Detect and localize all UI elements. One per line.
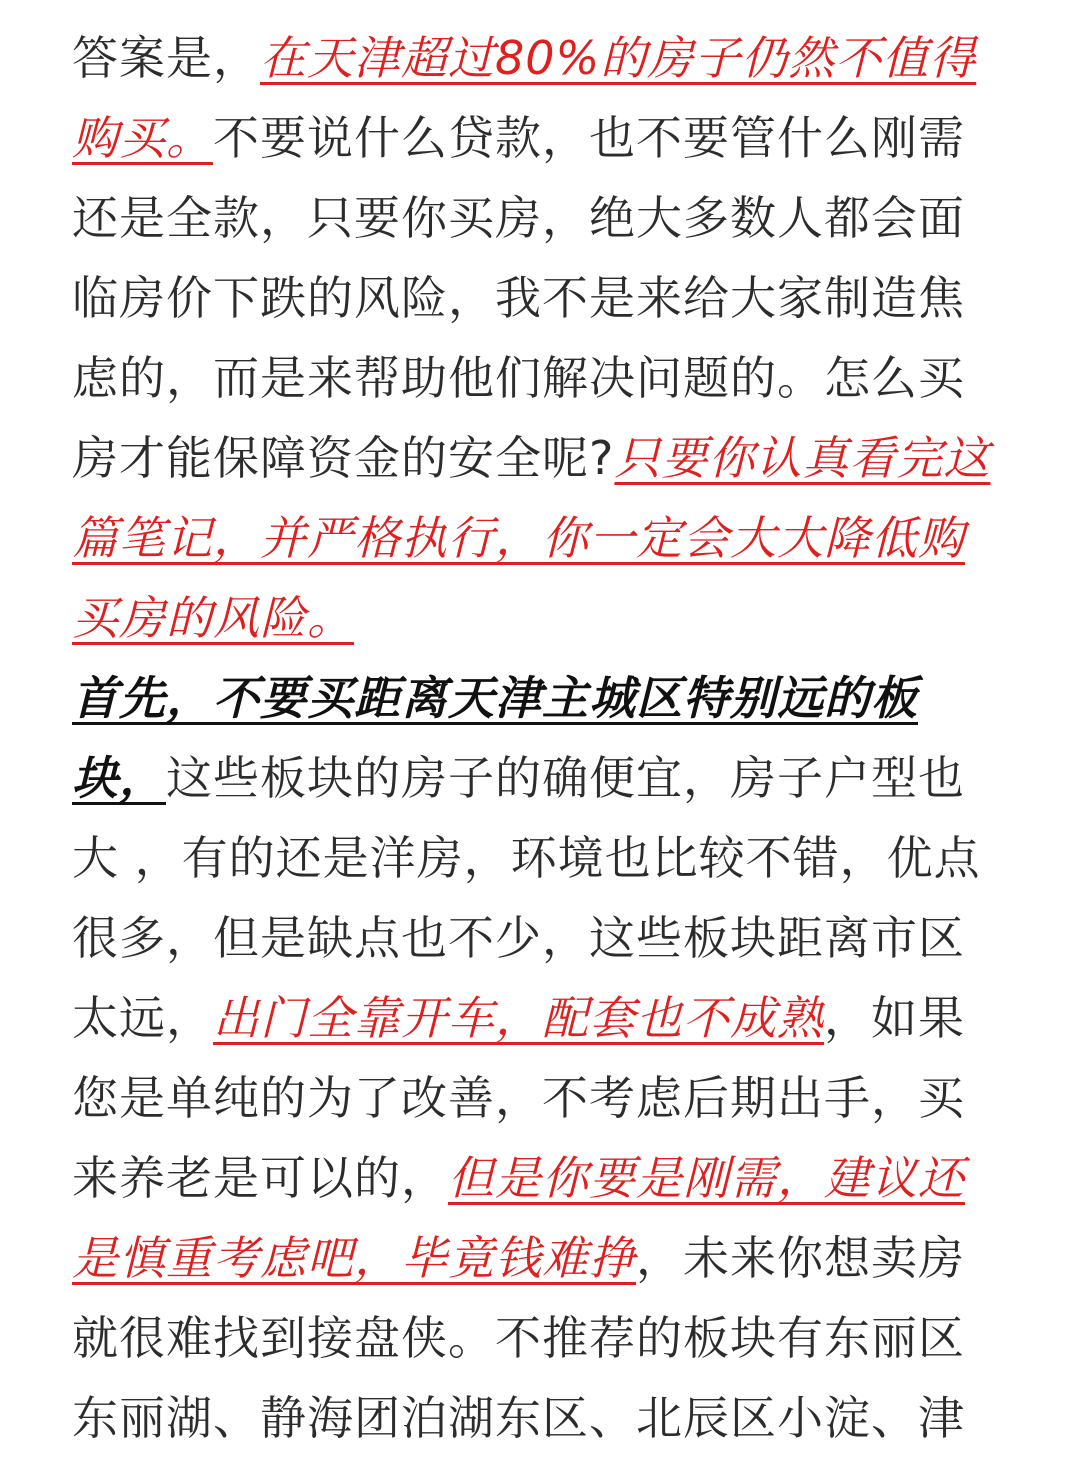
section-heading: 首先，不要买距离天津主城区特别远的板块， [72, 671, 918, 805]
highlighted-text: 但是你要是刚需，建议还是慎重考虑吧，毕竟钱难挣 [72, 1151, 965, 1285]
paragraph-first-point [72, 658, 1002, 1458]
text-segment: 答案是， [72, 31, 260, 85]
highlighted-text: 在天津超过80%的房子仍然不值得购买。 [72, 31, 977, 165]
highlighted-text: 出门全靠开车，配套也不成熟 [213, 991, 824, 1045]
text-segment: ，未来你想卖房就很难找到接盘侠。不推荐的板块有东丽区东丽湖、静海团泊湖东区、北辰区小淀、津 [72, 1231, 965, 1445]
paragraph-intro [72, 18, 1002, 658]
text-segment: ，如果您是单纯的为了改善，不考虑后期出手，买来养老是可以的， [72, 991, 965, 1205]
text-segment: 不要说什么贷款，也不要管什么刚需还是全款，只要你买房，绝大多数人都会面临房价下跌的风险，我不是来给大家制造焦虑的，而是来帮助他们解决问题的。怎么买房才能保障资金的安全呢? [72, 111, 965, 485]
article-body [72, 18, 1002, 1458]
text-segment: 这些板块的房子的确便宜，房子户型也大 ，有的还是洋房，环境也比较不错，优点很多，但是缺点也不少，这些板块距离市区太远， [72, 751, 981, 1045]
highlighted-text: 只要你认真看完这篇笔记，并严格执行，你一定会大大降低购买房的风险。 [72, 431, 991, 645]
